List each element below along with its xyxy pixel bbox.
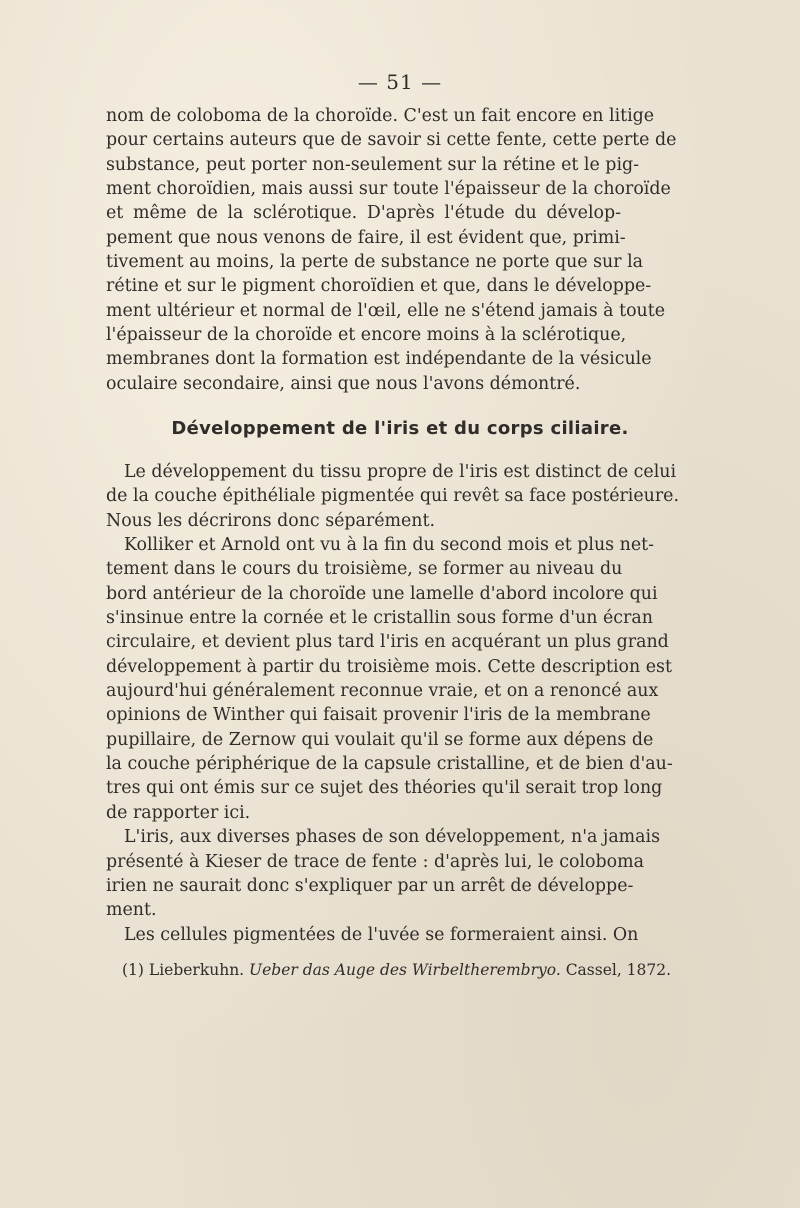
page-number: — 51 —	[357, 70, 443, 94]
text-line: et même de la sclérotique. D'après l'étude du dévelop-	[106, 203, 621, 224]
text-line: de la couche épithéliale pigmentée qui revêt sa face postérieure.	[106, 486, 679, 507]
text-line: développement à partir du troisième mois. Cette description est	[106, 656, 672, 677]
text-line: aujourd'hui généralement reconnue vraie, et on a renoncé aux	[106, 681, 659, 702]
body-text	[106, 460, 679, 947]
text-line: nom de coloboma de la choroïde. C'est un fait encore en litige	[106, 106, 655, 126]
text-line: Les cellules pigmentées de l'uvée se formeraient ainsi. On	[124, 924, 639, 945]
text-line: bord antérieur de la choroïde une lamelle d'abord incolore qui	[106, 583, 658, 604]
text-line: présenté à Kieser de trace de fente : d'après lui, le coloboma	[106, 851, 644, 872]
text-line: tivement au moins, la perte de substance ne porte que sur la	[106, 252, 644, 273]
footnote	[122, 961, 672, 979]
text-line: tres qui ont émis sur ce sujet des théories qu'il serait trop long	[106, 778, 663, 799]
text-line: circulaire, et devient plus tard l'iris en acquérant un plus grand	[106, 632, 669, 653]
text-line: irien ne saurait donc s'expliquer par un arrêt de développe-	[106, 875, 634, 896]
text-line: pour certains auteurs que de savoir si cette fente, cette perte de	[106, 130, 677, 151]
text-line: s'insinue entre la cornée et le cristallin sous forme d'un écran	[106, 608, 653, 629]
text-line: Kolliker et Arnold ont vu à la fin du second mois et plus net-	[124, 535, 654, 556]
text-line: de rapporter ici.	[106, 802, 251, 823]
text-line: l'épaisseur de la choroïde et encore moins à la sclérotique,	[106, 325, 627, 346]
paragraph-coloboma	[106, 104, 677, 396]
text-line: oculaire secondaire, ainsi que nous l'avons démontré.	[106, 373, 581, 394]
text-line: ment choroïdien, mais aussi sur toute l'épaisseur de la choroïde	[106, 179, 671, 200]
footnote-marker: (1)	[122, 961, 144, 979]
footnote-place-year: Cassel, 1872.	[565, 961, 672, 979]
text-line: rétine et sur le pigment choroïdien et que, dans le développe-	[106, 276, 652, 297]
text-line: ment.	[106, 900, 157, 921]
section-heading: Développement de l'iris et du corps ciliaire.	[171, 418, 629, 439]
footnote-title: Ueber das Auge des Wirbeltherembryo.	[249, 961, 561, 979]
text-line: Nous les décrirons donc séparément.	[106, 510, 436, 531]
text-line: ment ultérieur et normal de l'œil, elle ne s'étend jamais à toute	[106, 300, 666, 321]
text-line: la couche périphérique de la capsule cristalline, et de bien d'au-	[106, 754, 673, 775]
text-line: L'iris, aux diverses phases de son développement, n'a jamais	[124, 827, 661, 848]
text-line: tement dans le cours du troisième, se former au niveau du	[106, 559, 623, 580]
text-line: pupillaire, de Zernow qui voulait qu'il se forme aux dépens de	[106, 729, 654, 750]
text-line: pement que nous venons de faire, il est évident que, primi-	[106, 227, 626, 248]
footnote-author: Lieberkuhn.	[148, 961, 245, 979]
text-line: opinions de Winther qui faisait provenir l'iris de la membrane	[106, 705, 651, 726]
text-line: Le développement du tissu propre de l'iris est distinct de celui	[124, 462, 677, 482]
text-line: membranes dont la formation est indépendante de la vésicule	[106, 349, 652, 370]
text-line: substance, peut porter non-seulement sur la rétine et le pig-	[106, 154, 640, 175]
